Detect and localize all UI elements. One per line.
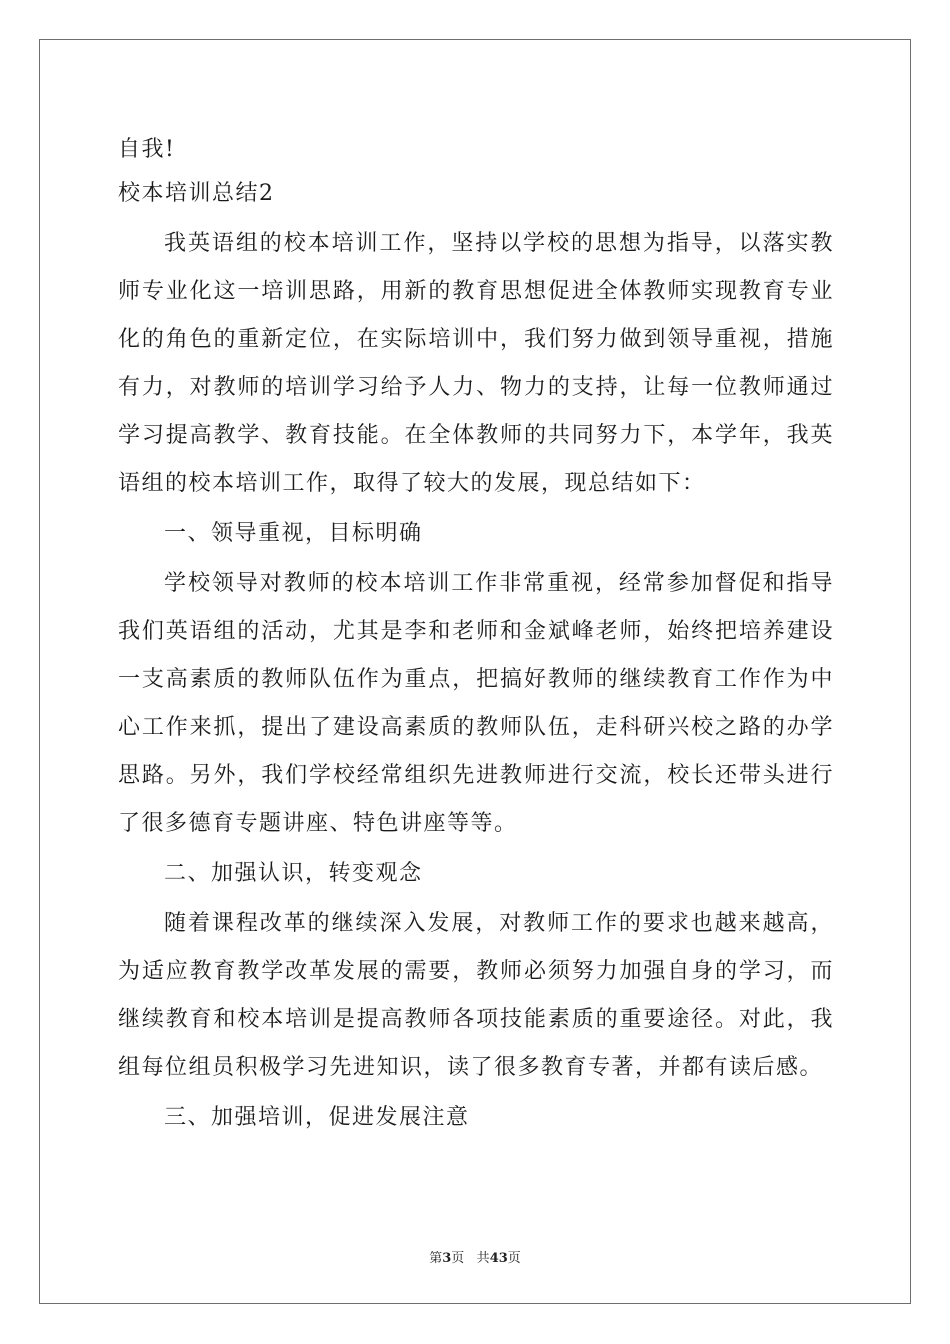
page-prefix: 第 [429, 1251, 443, 1266]
paragraph-intro: 我英语组的校本培训工作，坚持以学校的思想为指导，以落实教师专业化这一培训思路，用新的教育思想促进全体教师实现教育专业化的角色的重新定位，在实际培训中，我们努力做到领导重视，措施有力，对教师的培训学习给予人力、物力的支持，让每一位教师通过学习提高教学、教育技能。在全体教师的共同努力下，本学年，我英语组的校本培训工作，取得了较大的发展，现总结如下： [118, 231, 834, 496]
page-number: 3 [442, 1251, 452, 1266]
total-unit: 页 [507, 1251, 521, 1266]
heading-two: 二、加强认识，转变观念 [164, 861, 423, 886]
total-prefix: 共 [476, 1251, 490, 1266]
paragraph-leadership: 学校领导对教师的校本培训工作非常重视，经常参加督促和指导我们英语组的活动，尤其是李和老师和金斌峰老师，始终把培养建设一支高素质的教师队伍作为重点，把搞好教师的继续教育工作作为中心工作来抓，提出了建设高素质的教师队伍，走科研兴校之路的办学思路。另外，我们学校经常组织先进教师进行交流，校长还带头进行了很多德育专题讲座、特色讲座等等。 [118, 571, 834, 836]
heading-one: 一、领导重视，目标明确 [164, 521, 423, 546]
heading-three: 三、加强培训，促进发展注意 [164, 1105, 470, 1130]
page-unit: 页 [451, 1251, 465, 1266]
text-line: 自我! [118, 137, 176, 162]
total-pages: 43 [489, 1251, 508, 1266]
section-title: 校本培训总结2 [118, 181, 275, 206]
paragraph-awareness: 随着课程改革的继续深入发展，对教师工作的要求也越来越高，为适应教育教学改革发展的需要，教师必须努力加强自身的学习，而继续教育和校本培训是提高教师各项技能素质的重要途径。对此，我组每位组员积极学习先进知识，读了很多教育专著，并都有读后感。 [118, 911, 834, 1080]
page-footer [0, 1247, 950, 1266]
document-body [118, 128, 834, 1144]
